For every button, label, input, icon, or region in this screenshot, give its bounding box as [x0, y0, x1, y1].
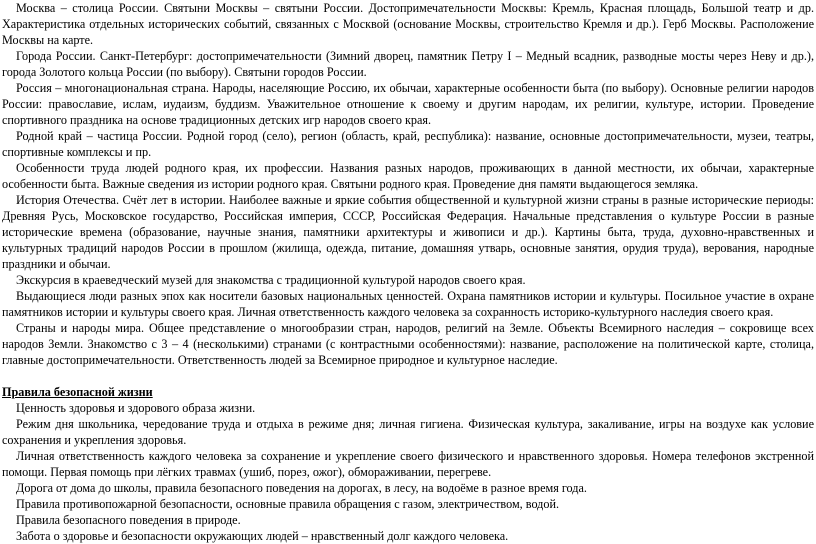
section-spacer [2, 368, 814, 384]
paragraph-fire-safety: Правила противопожарной безопасности, основные правила обращения с газом, электричеством, водой. [16, 497, 560, 511]
paragraph-countries: Страны и народы мира. Общее представление о многообразии стран, народов, религий на Земле. Объекты Всемирного наследия – сокровище всех народов Земли. Знакомство с 3 – 4 (несколькими) странами (с контрастными особенностями): название, расположение на политической карте, столица, главные достопримечательности. Ответственность людей за Всемирное природное и культурное наследие. [2, 321, 814, 367]
paragraph-health-value: Ценность здоровья и здорового образа жизни. [16, 401, 256, 415]
paragraph-nature-safety: Правила безопасного поведения в природе. [16, 513, 241, 527]
paragraph-daily-regime: Режим дня школьника, чередование труда и отдыха в режиме дня; личная гигиена. Физическая культура, закаливание, игры на воздухе как условие сохранения и укрепления здоровья. [2, 417, 814, 447]
paragraph-care: Забота о здоровье и безопасности окружающих людей – нравственный долг каждого человека. [16, 529, 509, 543]
paragraph-excursion: Экскурсия в краеведческий музей для знакомства с традиционной культурой народов своего края. [16, 273, 526, 287]
paragraph-cities: Города России. Санкт-Петербург: достопримечательности (Зимний дворец, памятник Петру I – Медный всадник, разводные мосты через Неву и др.), города Золотого кольца России (по выбору). Святыни городов России. [2, 49, 814, 79]
paragraph-road-safety: Дорога от дома до школы, правила безопасного поведения на дорогах, в лесу, на водоёме в разное время года. [16, 481, 587, 495]
paragraph-moscow: Москва – столица России. Святыни Москвы – святыни России. Достопримечательности Москвы: Кремль, Красная площадь, Большой театр и др. Характеристика отдельных исторических событий, связанных с Москвой (основание Москвы, строительство Кремля и др.). Герб Москвы. Расположение Москвы на карте. [2, 1, 814, 47]
paragraph-multinational: Россия – многонациональная страна. Народы, населяющие Россию, их обычаи, характерные особенности быта (по выбору). Основные религии народов России: православие, ислам, иудаизм, буддизм. Уважительное отношение к своему и другим народам, их религии, культуре, истории. Проведение спортивного праздника на основе традиционных детских игр народов своего края. [2, 81, 814, 127]
section-heading: Правила безопасной жизни [2, 385, 153, 399]
paragraph-responsibility: Личная ответственность каждого человека за сохранение и укрепление своего физического и нравственного здоровья. Номера телефонов экстренной помощи. Первая помощь при лёгких травмах (ушиб, порез, ожог), обмораживании, перегреве. [2, 449, 814, 479]
paragraph-history: История Отечества. Счёт лет в истории. Наиболее важные и яркие события общественной и культурной жизни страны в разные исторические периоды: Древняя Русь, Московское государство, Российская империя, СССР, Российская Федерация. Начальные представления о культуре России в разные исторические времена (образование, научные знания, памятники архитектуры и живописи и др.). Картины быта, труда, духовно-нравственных и культурных традиций народов России в прошлом (жилища, одежда, питание, домашняя утварь, основные занятия, орудия труда), верования, народные праздники и обычаи. [2, 193, 814, 271]
paragraph-native-land: Родной край – частица России. Родной город (село), регион (область, край, республика): название, основные достопримечательности, музеи, театры, спортивные комплексы и пр. [2, 129, 814, 159]
paragraph-outstanding-people: Выдающиеся люди разных эпох как носители базовых национальных ценностей. Охрана памятников истории и культуры. Посильное участие в охране памятников истории и культуры своего края. Личная ответственность каждого человека за сохранность историко-культурного наследия своего края. [2, 289, 814, 319]
paragraph-labor: Особенности труда людей родного края, их профессии. Названия разных народов, проживающих в данной местности, их обычаи, характерные особенности быта. Важные сведения из истории родного края. Святыни родного края. Проведение дня памяти выдающегося земляка. [2, 161, 814, 191]
